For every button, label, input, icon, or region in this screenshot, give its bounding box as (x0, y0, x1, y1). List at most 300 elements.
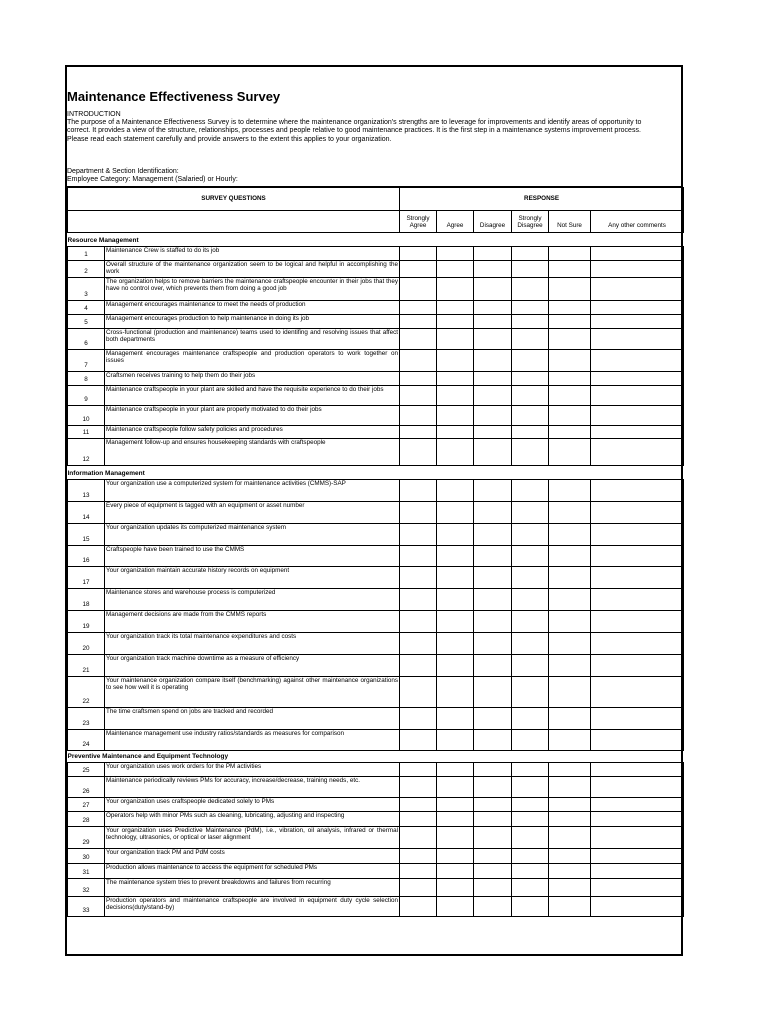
response-cell-strongly-disagree[interactable] (512, 315, 549, 329)
response-cell-strongly-disagree[interactable] (512, 278, 549, 301)
response-cell-strongly-disagree[interactable] (512, 261, 549, 278)
response-cell-strongly-agree[interactable] (400, 546, 437, 567)
response-cell-strongly-disagree[interactable] (512, 879, 549, 897)
response-cell-disagree[interactable] (474, 611, 512, 633)
question-row (68, 763, 684, 777)
response-cell-strongly-agree[interactable] (400, 864, 437, 879)
response-cell-comments[interactable] (591, 372, 684, 386)
response-cell-not-sure[interactable] (549, 708, 591, 730)
response-cell-disagree[interactable] (474, 777, 512, 798)
introduction-instruction: Please read each statement carefully and provide answers to the extent this applies to your organization. (67, 135, 392, 143)
response-cell-strongly-agree[interactable] (400, 677, 437, 708)
response-cell-strongly-disagree[interactable] (512, 777, 549, 798)
question-text: Cross-functional (production and maintenance) teams used to identifing and resolving issues that affect both departments (105, 329, 400, 350)
response-cell-agree[interactable] (437, 524, 474, 546)
question-number: 29 (68, 827, 105, 849)
question-row (68, 567, 684, 589)
question-row (68, 439, 684, 466)
response-cell-disagree[interactable] (474, 897, 512, 917)
response-cell-disagree[interactable] (474, 879, 512, 897)
question-number: 11 (68, 426, 105, 439)
response-cell-agree[interactable] (437, 278, 474, 301)
response-cell-agree[interactable] (437, 301, 474, 315)
question-row (68, 386, 684, 406)
response-cell-disagree[interactable] (474, 350, 512, 372)
question-number: 30 (68, 849, 105, 864)
response-cell-strongly-disagree[interactable] (512, 372, 549, 386)
response-cell-strongly-disagree[interactable] (512, 827, 549, 849)
question-text: Production allows maintenance to access the equipment for scheduled PMs (105, 864, 400, 879)
response-cell-strongly-agree[interactable] (400, 812, 437, 827)
response-cell-comments[interactable] (591, 677, 684, 708)
question-row (68, 372, 684, 386)
response-cell-not-sure[interactable] (549, 897, 591, 917)
response-cell-disagree[interactable] (474, 730, 512, 751)
question-text: Management encourages production to help maintenance in doing its job (105, 315, 400, 329)
response-cell-strongly-agree[interactable] (400, 406, 437, 426)
response-cell-strongly-agree[interactable] (400, 897, 437, 917)
response-cell-comments[interactable] (591, 278, 684, 301)
question-text: Your organization maintain accurate history records on equipment (105, 567, 400, 589)
response-cell-disagree[interactable] (474, 812, 512, 827)
response-cell-agree[interactable] (437, 350, 474, 372)
response-cell-disagree[interactable] (474, 798, 512, 812)
response-cell-comments[interactable] (591, 763, 684, 777)
response-cell-agree[interactable] (437, 406, 474, 426)
response-cell-strongly-agree[interactable] (400, 278, 437, 301)
question-text: Your organization updates its computerized maintenance system (105, 524, 400, 546)
response-cell-strongly-agree[interactable] (400, 827, 437, 849)
response-cell-not-sure[interactable] (549, 655, 591, 677)
response-cell-not-sure[interactable] (549, 589, 591, 611)
response-cell-comments[interactable] (591, 827, 684, 849)
response-cell-not-sure[interactable] (549, 502, 591, 524)
response-cell-strongly-agree[interactable] (400, 261, 437, 278)
response-cell-strongly-agree[interactable] (400, 247, 437, 261)
section-title: Preventive Maintenance and Equipment Technology (67, 753, 229, 761)
response-cell-disagree[interactable] (474, 849, 512, 864)
section-title: Information Management (67, 470, 145, 478)
response-cell-disagree[interactable] (474, 633, 512, 655)
response-cell-disagree[interactable] (474, 864, 512, 879)
response-cell-not-sure[interactable] (549, 386, 591, 406)
response-cell-strongly-agree[interactable] (400, 426, 437, 439)
question-row (68, 798, 684, 812)
col-any-other-comments: Any other comments (591, 211, 684, 233)
response-cell-comments[interactable] (591, 879, 684, 897)
response-cell-comments[interactable] (591, 247, 684, 261)
response-cell-strongly-disagree[interactable] (512, 897, 549, 917)
question-text: Maintenance management use industry ratios/standards as measures for comparison (105, 730, 400, 751)
response-cell-disagree[interactable] (474, 763, 512, 777)
response-cell-strongly-agree[interactable] (400, 633, 437, 655)
col-disagree: Disagree (474, 211, 512, 233)
response-cell-strongly-agree[interactable] (400, 524, 437, 546)
question-row (68, 406, 684, 426)
question-number: 1 (68, 247, 105, 261)
response-cell-disagree[interactable] (474, 439, 512, 466)
response-cell-not-sure[interactable] (549, 849, 591, 864)
response-cell-not-sure[interactable] (549, 879, 591, 897)
response-cell-comments[interactable] (591, 849, 684, 864)
question-text: Maintenance stores and warehouse process is computerized (105, 589, 400, 611)
response-cell-strongly-agree[interactable] (400, 730, 437, 751)
response-cell-disagree[interactable] (474, 677, 512, 708)
question-row (68, 426, 684, 439)
survey-sheet (65, 65, 683, 956)
question-text: Craftsmen receives training to help them do their jobs (105, 372, 400, 386)
question-row (68, 777, 684, 798)
response-cell-strongly-disagree[interactable] (512, 655, 549, 677)
response-cell-disagree[interactable] (474, 406, 512, 426)
response-cell-strongly-disagree[interactable] (512, 247, 549, 261)
response-cell-strongly-agree[interactable] (400, 655, 437, 677)
response-cell-comments[interactable] (591, 426, 684, 439)
response-cell-agree[interactable] (437, 439, 474, 466)
response-cell-not-sure[interactable] (549, 247, 591, 261)
response-cell-not-sure[interactable] (549, 372, 591, 386)
response-cell-strongly-disagree[interactable] (512, 350, 549, 372)
response-cell-strongly-agree[interactable] (400, 567, 437, 589)
question-number: 10 (68, 406, 105, 426)
response-cell-strongly-agree[interactable] (400, 777, 437, 798)
response-cell-strongly-disagree[interactable] (512, 502, 549, 524)
question-row (68, 730, 684, 751)
response-cell-comments[interactable] (591, 798, 684, 812)
question-number: 13 (68, 480, 105, 502)
question-row (68, 261, 684, 278)
question-number: 15 (68, 524, 105, 546)
response-cell-strongly-disagree[interactable] (512, 524, 549, 546)
response-cell-strongly-disagree[interactable] (512, 426, 549, 439)
question-text: Management decisions are made from the CMMS reports (105, 611, 400, 633)
question-row (68, 315, 684, 329)
question-text: Your organization track machine downtime as a measure of efficiency (105, 655, 400, 677)
response-cell-agree[interactable] (437, 708, 474, 730)
response-cell-strongly-disagree[interactable] (512, 677, 549, 708)
question-row (68, 329, 684, 350)
response-cell-comments[interactable] (591, 730, 684, 751)
response-cell-not-sure[interactable] (549, 798, 591, 812)
question-text: Your organization track its total maintenance expenditures and costs (105, 633, 400, 655)
response-cell-not-sure[interactable] (549, 763, 591, 777)
response-cell-strongly-disagree[interactable] (512, 589, 549, 611)
introduction-heading: INTRODUCTION (67, 111, 121, 118)
question-row (68, 879, 684, 897)
question-row (68, 655, 684, 677)
response-cell-disagree[interactable] (474, 480, 512, 502)
response-cell-comments[interactable] (591, 708, 684, 730)
question-number: 12 (68, 439, 105, 466)
question-text: Maintenance periodically reviews PMs for accuracy, increase/decrease, training needs, etc. (105, 777, 400, 798)
response-cell-comments[interactable] (591, 329, 684, 350)
response-cell-disagree[interactable] (474, 329, 512, 350)
response-cell-agree[interactable] (437, 730, 474, 751)
response-cell-not-sure[interactable] (549, 730, 591, 751)
response-cell-comments[interactable] (591, 567, 684, 589)
question-row (68, 589, 684, 611)
response-cell-agree[interactable] (437, 480, 474, 502)
question-text: Management encourages maintenance to meet the needs of production (105, 301, 400, 315)
question-text: Maintenance craftspeople in your plant are properly motivated to do their jobs (105, 406, 400, 426)
response-cell-not-sure[interactable] (549, 439, 591, 466)
question-row (68, 502, 684, 524)
question-row (68, 611, 684, 633)
response-cell-disagree[interactable] (474, 546, 512, 567)
response-cell-not-sure[interactable] (549, 426, 591, 439)
survey-questions-header: SURVEY QUESTIONS (68, 188, 400, 211)
identification-block (67, 168, 238, 184)
response-cell-disagree[interactable] (474, 426, 512, 439)
response-cell-strongly-disagree[interactable] (512, 567, 549, 589)
response-cell-strongly-disagree[interactable] (512, 439, 549, 466)
response-cell-agree[interactable] (437, 864, 474, 879)
response-cell-not-sure[interactable] (549, 567, 591, 589)
question-number: 28 (68, 812, 105, 827)
response-cell-comments[interactable] (591, 439, 684, 466)
response-cell-agree[interactable] (437, 763, 474, 777)
response-cell-not-sure[interactable] (549, 350, 591, 372)
question-number: 22 (68, 677, 105, 708)
response-cell-disagree[interactable] (474, 278, 512, 301)
response-cell-comments[interactable] (591, 633, 684, 655)
response-cell-disagree[interactable] (474, 301, 512, 315)
response-cell-agree[interactable] (437, 502, 474, 524)
question-text: Maintenance craftspeople in your plant are skilled and have the requisite experience to do their jobs (105, 386, 400, 406)
question-row (68, 247, 684, 261)
response-cell-not-sure[interactable] (549, 546, 591, 567)
document-title: Maintenance Effectiveness Survey (67, 89, 281, 104)
question-text: Your organization uses work orders for the PM activities (105, 763, 400, 777)
response-cell-strongly-agree[interactable] (400, 315, 437, 329)
question-row (68, 278, 684, 301)
question-text: Overall structure of the maintenance organization seem to be logical and helpful in accomplishing the work (105, 261, 400, 278)
employee-category-label: Employee Category: Management (Salaried) or Hourly: (67, 176, 238, 184)
response-cell-comments[interactable] (591, 897, 684, 917)
response-cell-agree[interactable] (437, 849, 474, 864)
response-cell-disagree[interactable] (474, 261, 512, 278)
response-cell-strongly-agree[interactable] (400, 480, 437, 502)
question-number: 19 (68, 611, 105, 633)
response-cell-agree[interactable] (437, 315, 474, 329)
question-number: 6 (68, 329, 105, 350)
section-row (68, 751, 684, 763)
response-cell-not-sure[interactable] (549, 633, 591, 655)
question-text: Production operators and maintenance craftspeople are involved in equipment duty cycle selection decisions(duty/stand-by) (105, 897, 400, 917)
response-cell-strongly-agree[interactable] (400, 502, 437, 524)
response-cell-strongly-disagree[interactable] (512, 633, 549, 655)
response-cell-strongly-agree[interactable] (400, 372, 437, 386)
response-cell-comments[interactable] (591, 315, 684, 329)
response-cell-agree[interactable] (437, 611, 474, 633)
response-cell-strongly-disagree[interactable] (512, 301, 549, 315)
col-agree: Agree (437, 211, 474, 233)
response-cell-not-sure[interactable] (549, 406, 591, 426)
response-cell-comments[interactable] (591, 611, 684, 633)
question-row (68, 350, 684, 372)
response-cell-not-sure[interactable] (549, 329, 591, 350)
question-number: 32 (68, 879, 105, 897)
question-number: 2 (68, 261, 105, 278)
response-cell-strongly-agree[interactable] (400, 301, 437, 315)
response-cell-agree[interactable] (437, 677, 474, 708)
question-number: 25 (68, 763, 105, 777)
response-cell-agree[interactable] (437, 567, 474, 589)
response-cell-comments[interactable] (591, 655, 684, 677)
response-cell-strongly-agree[interactable] (400, 350, 437, 372)
response-cell-strongly-disagree[interactable] (512, 798, 549, 812)
response-cell-disagree[interactable] (474, 502, 512, 524)
response-cell-agree[interactable] (437, 329, 474, 350)
section-row (68, 233, 684, 247)
response-cell-not-sure[interactable] (549, 261, 591, 278)
response-cell-not-sure[interactable] (549, 301, 591, 315)
response-cell-strongly-disagree[interactable] (512, 730, 549, 751)
response-cell-not-sure[interactable] (549, 864, 591, 879)
question-text: Management encourages maintenance craftspeople and production operators to work together on issues (105, 350, 400, 372)
response-cell-strongly-disagree[interactable] (512, 546, 549, 567)
response-cell-comments[interactable] (591, 406, 684, 426)
col-not-sure: Not Sure (549, 211, 591, 233)
response-cell-disagree[interactable] (474, 247, 512, 261)
response-cell-strongly-agree[interactable] (400, 329, 437, 350)
response-cell-comments[interactable] (591, 502, 684, 524)
response-cell-not-sure[interactable] (549, 777, 591, 798)
response-cell-strongly-agree[interactable] (400, 386, 437, 406)
question-row (68, 849, 684, 864)
response-cell-strongly-disagree[interactable] (512, 763, 549, 777)
response-cell-strongly-disagree[interactable] (512, 864, 549, 879)
response-cell-comments[interactable] (591, 812, 684, 827)
response-cell-agree[interactable] (437, 247, 474, 261)
response-cell-strongly-agree[interactable] (400, 708, 437, 730)
response-cell-strongly-agree[interactable] (400, 589, 437, 611)
question-number: 31 (68, 864, 105, 879)
question-number: 17 (68, 567, 105, 589)
response-cell-strongly-disagree[interactable] (512, 708, 549, 730)
department-identification-label: Department & Section Identification: (67, 168, 179, 175)
question-row (68, 301, 684, 315)
question-row (68, 480, 684, 502)
response-cell-not-sure[interactable] (549, 315, 591, 329)
question-number: 27 (68, 798, 105, 812)
question-row (68, 812, 684, 827)
response-cell-strongly-agree[interactable] (400, 798, 437, 812)
response-cell-not-sure[interactable] (549, 827, 591, 849)
response-cell-disagree[interactable] (474, 372, 512, 386)
response-cell-strongly-disagree[interactable] (512, 480, 549, 502)
response-cell-disagree[interactable] (474, 315, 512, 329)
response-cell-strongly-agree[interactable] (400, 611, 437, 633)
question-text: The maintenance system tries to prevent breakdowns and failures from recurring (105, 879, 400, 897)
survey-table (67, 187, 684, 917)
question-number: 21 (68, 655, 105, 677)
question-text: Your organization uses craftspeople dedicated solely to PMs (105, 798, 400, 812)
question-number: 24 (68, 730, 105, 751)
response-cell-strongly-disagree[interactable] (512, 329, 549, 350)
response-cell-strongly-agree[interactable] (400, 439, 437, 466)
response-cell-strongly-disagree[interactable] (512, 386, 549, 406)
question-text: Every piece of equipment is tagged with an equipment or asset number (105, 502, 400, 524)
response-cell-disagree[interactable] (474, 386, 512, 406)
response-cell-comments[interactable] (591, 261, 684, 278)
response-cell-comments[interactable] (591, 524, 684, 546)
response-cell-comments[interactable] (591, 546, 684, 567)
response-cell-strongly-agree[interactable] (400, 879, 437, 897)
response-cell-agree[interactable] (437, 426, 474, 439)
response-cell-agree[interactable] (437, 546, 474, 567)
col-strongly-agree: Strongly Agree (400, 211, 437, 233)
response-cell-strongly-disagree[interactable] (512, 849, 549, 864)
question-row (68, 864, 684, 879)
response-cell-agree[interactable] (437, 798, 474, 812)
response-cell-agree[interactable] (437, 386, 474, 406)
col-strongly-disagree: Strongly Disagree (512, 211, 549, 233)
response-cell-not-sure[interactable] (549, 278, 591, 301)
response-cell-disagree[interactable] (474, 567, 512, 589)
response-cell-not-sure[interactable] (549, 611, 591, 633)
introduction-block (67, 111, 661, 144)
response-cell-disagree[interactable] (474, 589, 512, 611)
question-row (68, 524, 684, 546)
response-cell-agree[interactable] (437, 633, 474, 655)
response-cell-not-sure[interactable] (549, 480, 591, 502)
response-cell-comments[interactable] (591, 864, 684, 879)
question-row (68, 546, 684, 567)
response-cell-agree[interactable] (437, 827, 474, 849)
response-cell-not-sure[interactable] (549, 524, 591, 546)
response-cell-comments[interactable] (591, 350, 684, 372)
response-cell-comments[interactable] (591, 777, 684, 798)
response-cell-strongly-disagree[interactable] (512, 406, 549, 426)
response-header: RESPONSE (400, 188, 684, 211)
response-cell-agree[interactable] (437, 879, 474, 897)
question-row (68, 897, 684, 917)
response-cell-comments[interactable] (591, 301, 684, 315)
response-cell-agree[interactable] (437, 897, 474, 917)
response-cell-not-sure[interactable] (549, 677, 591, 708)
section-title: Resource Management (67, 237, 139, 245)
response-cell-disagree[interactable] (474, 827, 512, 849)
response-cell-strongly-disagree[interactable] (512, 812, 549, 827)
response-cell-agree[interactable] (437, 655, 474, 677)
response-cell-comments[interactable] (591, 480, 684, 502)
question-text: The time craftsmen spend on jobs are tracked and recorded (105, 708, 400, 730)
response-cell-comments[interactable] (591, 589, 684, 611)
survey-header (67, 67, 681, 187)
response-cell-strongly-disagree[interactable] (512, 611, 549, 633)
question-number: 18 (68, 589, 105, 611)
question-row (68, 708, 684, 730)
response-cell-comments[interactable] (591, 386, 684, 406)
response-cell-strongly-agree[interactable] (400, 849, 437, 864)
response-cell-disagree[interactable] (474, 708, 512, 730)
response-cell-agree[interactable] (437, 372, 474, 386)
response-cell-agree[interactable] (437, 777, 474, 798)
question-row (68, 827, 684, 849)
response-cell-disagree[interactable] (474, 524, 512, 546)
question-text: Your organization use a computerized system for maintenance activities (CMMS)-SAP (105, 480, 400, 502)
question-number: 8 (68, 372, 105, 386)
response-cell-disagree[interactable] (474, 655, 512, 677)
response-cell-agree[interactable] (437, 812, 474, 827)
response-cell-agree[interactable] (437, 589, 474, 611)
response-cell-not-sure[interactable] (549, 812, 591, 827)
question-number: 7 (68, 350, 105, 372)
response-cell-agree[interactable] (437, 261, 474, 278)
question-text: Your organization uses Predictive Maintenance (PdM), i.e., vibration, oil analysis, infrared or thermal technology, ultrasonics, or optical or laser alignment (105, 827, 400, 849)
response-cell-strongly-agree[interactable] (400, 763, 437, 777)
